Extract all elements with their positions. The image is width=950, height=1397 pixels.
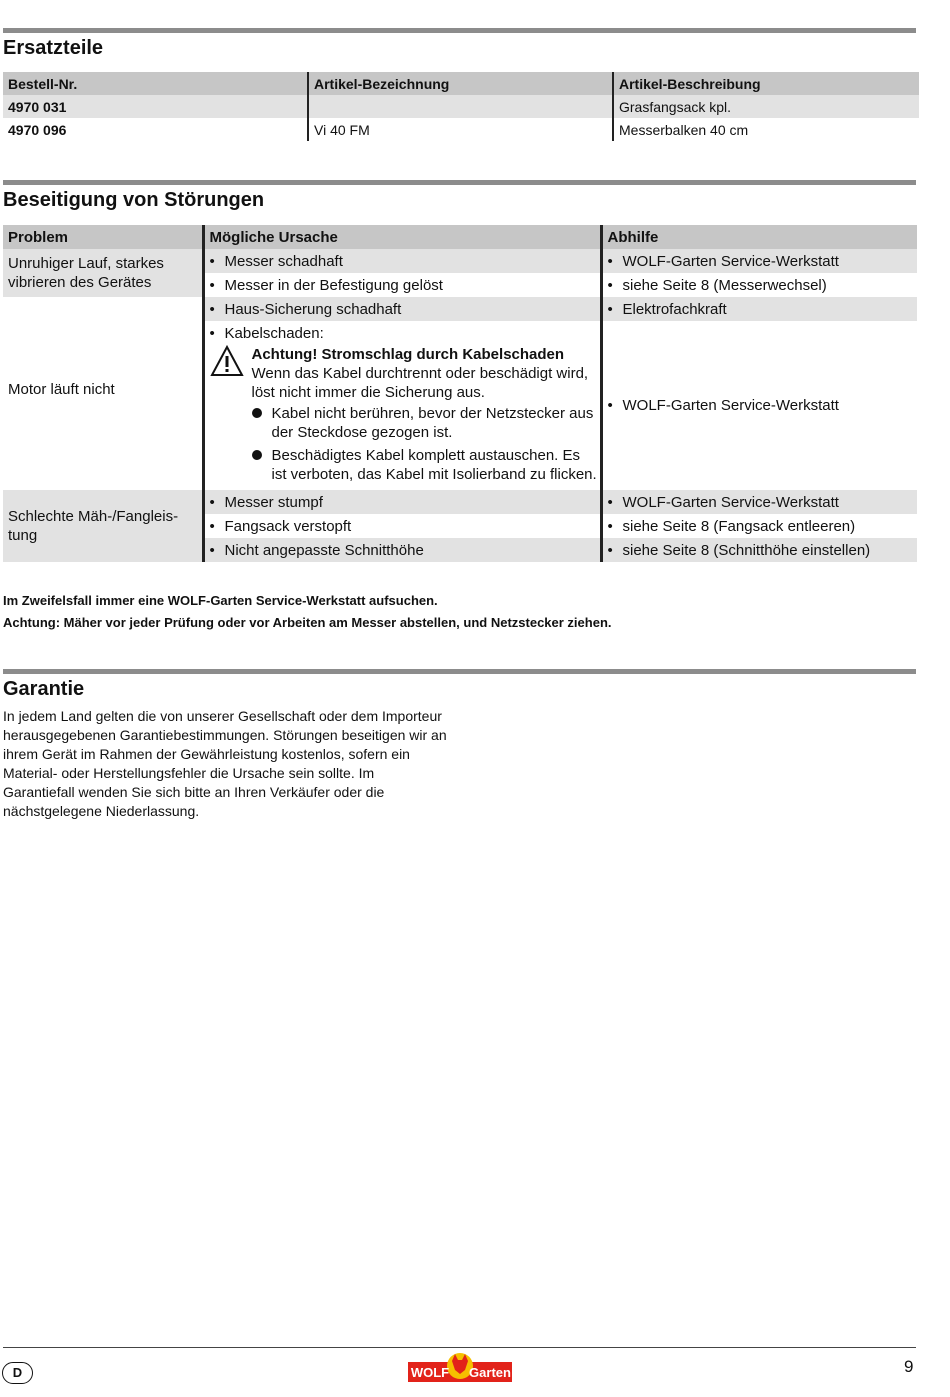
spare-parts-table	[3, 72, 919, 141]
problem-cell: Motor läuft nicht	[8, 381, 115, 398]
table-row: • Messer in der Befestigung gelöst • siehe Seite 8 (Messerwechsel)	[3, 273, 917, 297]
warning-item: Beschädigtes Kabel komplett austauschen. Es ist verboten, das Kabel mit Isolierband zu flicken.	[252, 446, 598, 484]
header-bezeichnung: Artikel-Bezeichnung	[308, 72, 613, 95]
header-bestell-nr: Bestell-Nr.	[3, 72, 308, 95]
header-problem: Problem	[3, 225, 203, 249]
cause-text: Messer schadhaft	[224, 252, 343, 270]
part-designation: Vi 40 FM	[308, 118, 613, 141]
section-rule	[3, 669, 916, 674]
section-title-stoerungen: Beseitigung von Störungen	[3, 189, 265, 211]
problem-cell: Schlechte Mäh-/Fangleis-tung	[3, 490, 203, 562]
remedy-text: WOLF-Garten Service-Werkstatt	[622, 493, 839, 511]
bullet-dot-icon	[252, 450, 262, 460]
table-row: Schlechte Mäh-/Fangleis-tung • Messer stumpf • WOLF-Garten Service-Werkstatt	[3, 490, 917, 514]
section-title-ersatzteile: Ersatzteile	[3, 37, 104, 59]
svg-text:Garten: Garten	[469, 1365, 511, 1380]
troubleshooting-table	[3, 225, 917, 562]
warning-box	[210, 343, 600, 490]
remedy-text: siehe Seite 8 (Schnitthöhe einstellen)	[622, 541, 871, 559]
cause-text: Messer in der Befestigung gelöst	[224, 276, 443, 294]
table-row: • Fangsack verstopft • siehe Seite 8 (Fangsack entleeren)	[3, 514, 917, 538]
warning-triangle-icon	[210, 345, 252, 484]
problem-cell: Unruhiger Lauf, starkes vibrieren des Gerätes	[3, 249, 203, 297]
table-row: Unruhiger Lauf, starkes vibrieren des Gerätes • Messer schadhaft • WOLF-Garten Service-Werkstatt	[3, 249, 917, 273]
section-title-garantie: Garantie	[3, 678, 85, 700]
remedy-text: siehe Seite 8 (Fangsack entleeren)	[622, 517, 856, 535]
table-row: • Nicht angepasste Schnitthöhe • siehe Seite 8 (Schnitthöhe einstellen)	[3, 538, 917, 562]
part-description: Messerbalken 40 cm	[613, 118, 919, 141]
note-warning: Achtung: Mäher vor jeder Prüfung oder vor Arbeiten am Messer abstellen, und Netzstecker ziehen.	[3, 615, 612, 630]
remedy-text: Elektrofachkraft	[622, 300, 727, 318]
header-abhilfe: Abhilfe	[601, 225, 917, 249]
cause-text: Haus-Sicherung schadhaft	[224, 300, 402, 318]
table-row	[3, 118, 919, 141]
warning-title: Achtung! Stromschlag durch Kabelschaden	[251, 346, 565, 363]
page-number: 9	[904, 1357, 914, 1376]
part-number: 4970 096	[8, 121, 67, 138]
part-designation	[308, 95, 613, 118]
remedy-text: WOLF-Garten Service-Werkstatt	[622, 397, 839, 414]
table-row: • Kabelschaden: Achtung! Stromschlag durch Kabelschaden Wenn das Kabel durchtrennt oder beschädigt wird, löst nicht immer die Sicherung aus. Kabel nicht berühren, bevor der Netzstecker aus der Steckdose gezogen ist. Beschädigtes Kabel komplett austauschen. Es ist verboten, das Kabel mit Isolierband zu flicken. • WOLF-Garten Service-Werkstatt	[3, 321, 917, 490]
note-doubt: Im Zweifelsfall immer eine WOLF-Garten Service-Werkstatt aufsuchen.	[3, 593, 438, 608]
part-number: 4970 031	[3, 95, 308, 118]
language-badge: D	[2, 1362, 33, 1384]
table-row	[3, 95, 919, 118]
table-header-row	[3, 72, 919, 95]
part-description: Grasfangsack kpl.	[613, 95, 919, 118]
warning-item: Kabel nicht berühren, bevor der Netzstecker aus der Steckdose gezogen ist.	[252, 404, 598, 442]
cause-text: Fangsack verstopft	[224, 517, 352, 535]
header-ursache: Mögliche Ursache	[203, 225, 601, 249]
remedy-text: WOLF-Garten Service-Werkstatt	[622, 252, 839, 270]
cause-text: Nicht angepasste Schnitthöhe	[224, 541, 424, 559]
table-header-row	[3, 225, 917, 249]
cause-text: Messer stumpf	[224, 493, 323, 511]
remedy-text: siehe Seite 8 (Messerwechsel)	[622, 276, 827, 294]
table-row: Motor läuft nicht • Haus-Sicherung schadhaft • Elektrofachkraft	[3, 297, 917, 321]
garantie-text: In jedem Land gelten die von unserer Gesellschaft oder dem Importeur herausgegebenen Garantiebestimmungen. Störungen beseitigen wir an ihrem Gerät im Rahmen der Gewährleistung kostenlos, sofern ein Material- oder Herstellungsfehler die Ursache sein sollte. Im Garantiefall wenden Sie sich bitte an Ihren Verkäufer oder die nächstgelegene Niederlassung.	[3, 708, 447, 819]
footer-rule	[3, 1347, 916, 1348]
section-rule	[3, 180, 916, 185]
svg-text:WOLF: WOLF	[410, 1365, 450, 1380]
header-beschreibung: Artikel-Beschreibung	[613, 72, 919, 95]
bullet-dot-icon	[252, 408, 262, 418]
cause-text: Kabelschaden:	[224, 325, 324, 342]
warning-text: Wenn das Kabel durchtrennt oder beschädigt wird, löst nicht immer die Sicherung aus.	[251, 365, 589, 401]
wolf-garten-logo	[408, 1352, 512, 1384]
section-rule	[3, 28, 916, 33]
